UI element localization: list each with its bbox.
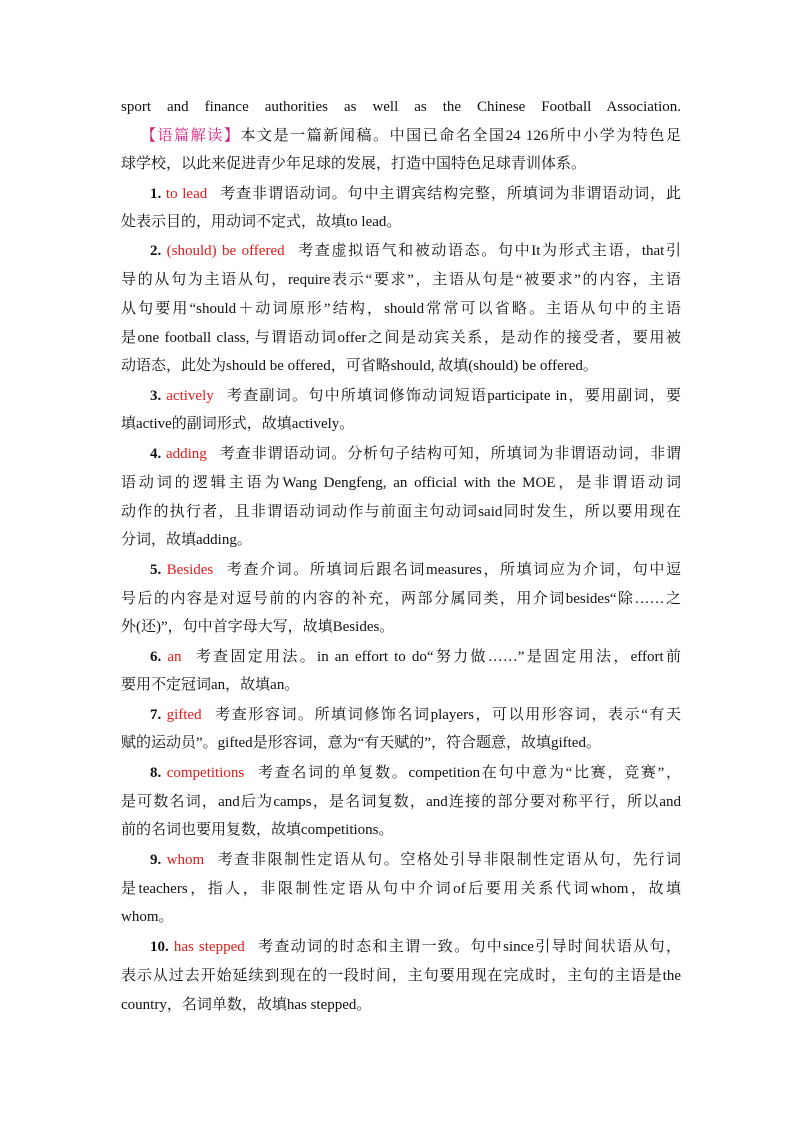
item-8-line-2: 是可数名词，and后为camps，是名词复数，and连接的部分要对称平行，所以and: [121, 794, 681, 810]
item-10-line-1: [150, 937, 681, 957]
item-9-text: 考查非限制性定语从句。空格处引导非限制性定语从句，先行词: [216, 852, 681, 868]
item-10-number: 10.: [150, 939, 169, 955]
item-5-number: 5.: [150, 562, 162, 578]
item-5-line-2: 号后的内容是对逗号前的内容的补充，两部分属同类，用介词besides“除……之: [121, 591, 681, 607]
item-6-line-1: [150, 647, 681, 667]
item-9-line-3: whom。: [121, 909, 174, 925]
item-4-number: 4.: [150, 446, 162, 462]
item-1-line-1: [150, 184, 681, 204]
item-7-answer: gifted: [166, 707, 202, 723]
item-2-number: 2.: [150, 243, 162, 259]
summary-text-1: 本文是一篇新闻稿。中国已命名全国24 126所中小学为特色足: [240, 128, 681, 144]
item-6-line-2: 要用不定冠词an，故填an。: [121, 677, 300, 693]
summary-line-1: [121, 126, 681, 146]
item-4-text: 考查非谓语动词。分析句子结构可知，所填词为非谓语动词，非谓: [218, 446, 682, 462]
summary-line-2: 球学校，以此来促进青少年足球的发展，打造中国特色足球青训体系。: [121, 156, 587, 172]
item-2-line-2: 导的从句为主语从句，require表示“要求”，主语从句是“被要求”的内容，主语: [121, 272, 681, 288]
item-8-line-1: [150, 763, 681, 783]
item-10-answer: has stepped: [173, 939, 245, 955]
item-6-text: 考查固定用法。in an effort to do“努力做……”是固定用法，effort前: [193, 649, 682, 665]
item-8-line-3: 前的名词也要用复数，故填competitions。: [121, 822, 394, 838]
item-10-line-3: country，名词单数，故填has stepped。: [121, 997, 372, 1013]
item-5-answer: Besides: [166, 562, 214, 578]
item-2-line-1: [150, 241, 681, 261]
item-1-text: 考查非谓语动词。句中主谓宾结构完整，所填词为非谓语动词，此: [219, 186, 681, 202]
item-9-number: 9.: [150, 852, 162, 868]
item-3-text: 考查副词。句中所填词修饰动词短语participate in，要用副词，要: [225, 388, 682, 404]
item-2-line-4: 是one football class, 与谓语动词offer之间是动宾关系，是动作的接受者，要用被: [121, 330, 681, 346]
item-4-line-2: 语动词的逻辑主语为Wang Dengfeng, an official with the MOE，是非谓语动词: [121, 475, 681, 491]
item-2-text: 考查虚拟语气和被动语态。句中It为形式主语，that引: [296, 243, 681, 259]
item-3-line-1: [150, 386, 681, 406]
item-3-number: 3.: [150, 388, 162, 404]
item-5-line-3: 外(还)”，句中首字母大写，故填Besides。: [121, 619, 395, 635]
item-9-answer: whom: [166, 852, 205, 868]
item-1-answer: to lead: [165, 186, 208, 202]
item-10-line-2: 表示从过去开始延续到现在的一段时间，主句要用现在完成时，主句的主语是the: [121, 968, 681, 984]
item-5-text: 考查介词。所填词后跟名词measures，所填词应为介词，句中逗: [225, 562, 681, 578]
intro-line: sport and finance authorities as well as the Chinese Football Association.: [121, 99, 681, 115]
item-7-line-2: 赋的运动员”。gifted是形容词，意为“有天赋的”，符合题意，故填gifted。: [121, 735, 601, 751]
item-4-line-1: [150, 444, 681, 464]
item-7-text: 考查形容词。所填词修饰名词players，可以用形容词，表示“有天: [213, 707, 681, 723]
item-3-line-2: 填active的副词形式，故填actively。: [121, 416, 355, 432]
item-4-line-4: 分词，故填adding。: [121, 532, 252, 548]
item-9-line-1: [150, 850, 681, 870]
summary-label: 【语篇解读】: [141, 128, 241, 144]
item-10-text: 考查动词的时态和主谓一致。句中since引导时间状语从句，: [256, 939, 681, 955]
item-9-line-2: 是teachers，指人，非限制性定语从句中介词of后要用关系代词whom，故填: [121, 881, 681, 897]
item-4-answer: adding: [165, 446, 207, 462]
item-1-number: 1.: [150, 186, 162, 202]
item-8-answer: competitions: [166, 765, 245, 781]
item-5-line-1: [150, 560, 681, 580]
item-7-number: 7.: [150, 707, 162, 723]
item-2-line-5: 动语态，此处为should be offered，可省略should, 故填(should) be offered。: [121, 358, 598, 374]
item-6-number: 6.: [150, 649, 162, 665]
item-3-answer: actively: [166, 388, 214, 404]
item-4-line-3: 动作的执行者，且非谓语动词动作与前面主句动词said同时发生，所以要用现在: [121, 504, 681, 520]
item-1-line-2: 处表示目的，用动词不定式，故填to lead。: [121, 214, 402, 230]
item-8-text: 考查名词的单复数。competition在句中意为“比赛，竞赛”，: [256, 765, 681, 781]
item-2-line-3: 从句要用“should＋动词原形”结构，should常常可以省略。主语从句中的主语: [121, 301, 681, 317]
item-2-answer: (should) be offered: [166, 243, 285, 259]
item-7-line-1: [150, 705, 681, 725]
item-6-answer: an: [167, 649, 182, 665]
item-8-number: 8.: [150, 765, 162, 781]
